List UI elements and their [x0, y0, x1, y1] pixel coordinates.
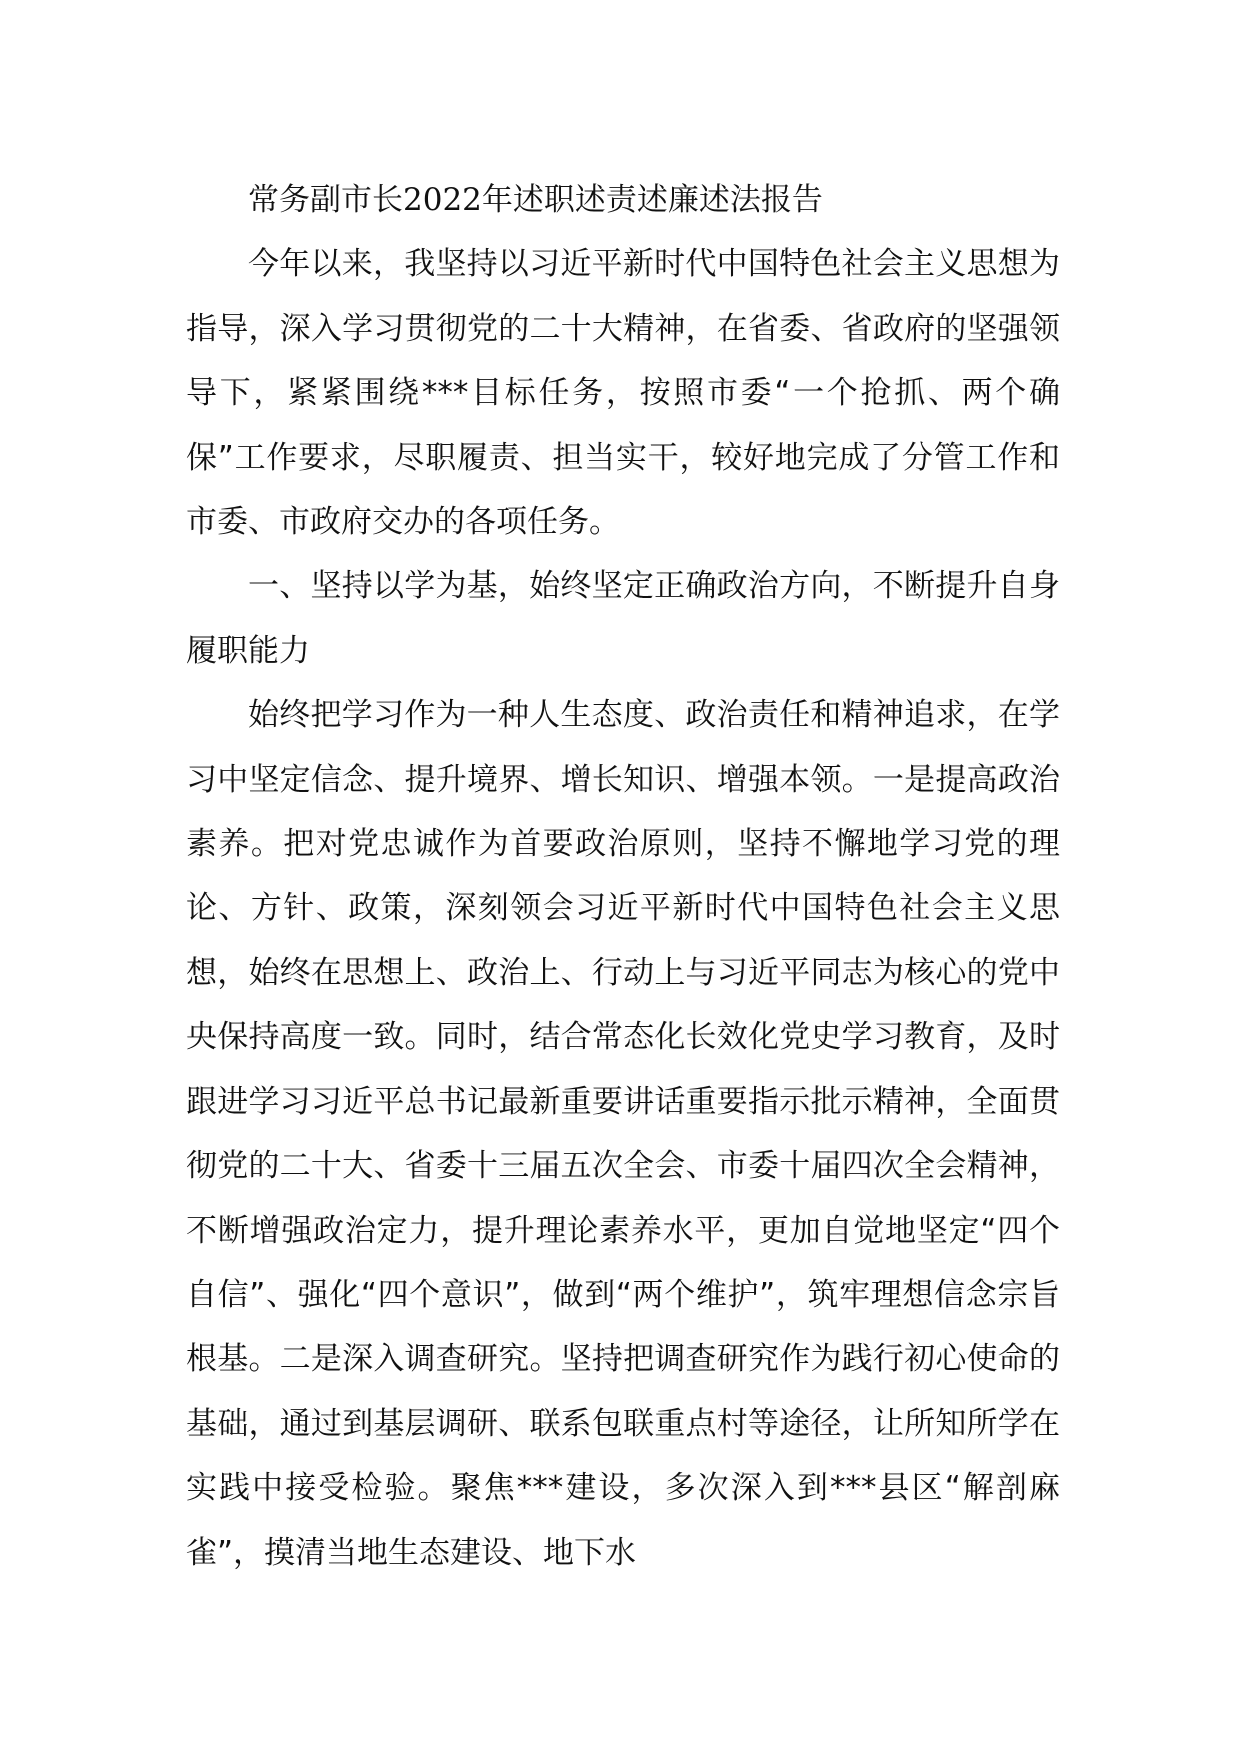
body-paragraph: 始终把学习作为一种人生态度、政治责任和精神追求，在学习中坚定信念、提升境界、增长知识、增强本领。一是提高政治素养。把对党忠诚作为首要政治原则，坚持不懈地学习党的理论、方针、政策，深刻领会习近平新时代中国特色社会主义思想，始终在思想上、政治上、行动上与习近平同志为核心的党中央保持高度一致。同时，结合常态化长效化党史学习教育，及时跟进学习习近平总书记最新重要讲话重要指示批示精神，全面贯彻党的二十大、省委十三届五次全会、市委十届四次全会精神，不断增强政治定力，提升理论素养水平，更加自觉地坚定“四个自信”、强化“四个意识”，做到“两个维护”，筑牢理想信念宗旨根基。二是深入调查研究。坚持把调查研究作为践行初心使命的基础，通过到基层调研、联系包联重点村等途径，让所知所学在实践中接受检验。聚焦***建设，多次深入到***县区“解剖麻雀”，摸清当地生态建设、地下水 — [186, 697, 1060, 1571]
document-title: 常务副市长2022年述职述责述廉述法报告 — [248, 182, 823, 218]
intro-paragraph: 今年以来，我坚持以习近平新时代中国特色社会主义思想为指导，深入学习贯彻党的二十大精神，在省委、省政府的坚强领导下，紧紧围绕***目标任务，按照市委“一个抢抓、两个确保”工作要求，尽职履责、担当实干，较好地完成了分管工作和市委、市政府交办的各项任务。 — [186, 246, 1060, 541]
section-heading: 一、坚持以学为基，始终坚定正确政治方向，不断提升自身履职能力 — [186, 568, 1060, 669]
document-body — [186, 168, 1060, 1585]
